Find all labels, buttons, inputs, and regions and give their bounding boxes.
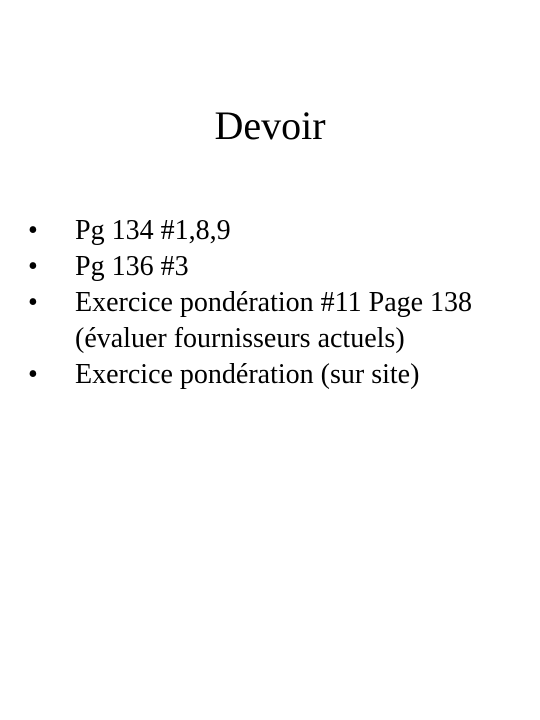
bullet-item bbox=[28, 285, 508, 357]
bullet-item bbox=[28, 249, 508, 285]
bullet-text: Exercice pondération (sur site) bbox=[75, 359, 420, 390]
bullet-text: Pg 134 #1,8,9 bbox=[75, 215, 231, 246]
bullet-icon: • bbox=[28, 287, 38, 318]
bullet-text: Exercice pondération #11 Page 138 (évaluer fournisseurs actuels) bbox=[75, 287, 473, 354]
bullet-list bbox=[28, 213, 508, 393]
bullet-text: Pg 136 #3 bbox=[75, 251, 189, 282]
slide-title: Devoir bbox=[214, 103, 326, 148]
bullet-icon: • bbox=[28, 251, 38, 282]
bullet-item bbox=[28, 357, 508, 393]
bullet-item bbox=[28, 213, 508, 249]
bullet-icon: • bbox=[28, 359, 38, 390]
bullet-icon: • bbox=[28, 215, 38, 246]
